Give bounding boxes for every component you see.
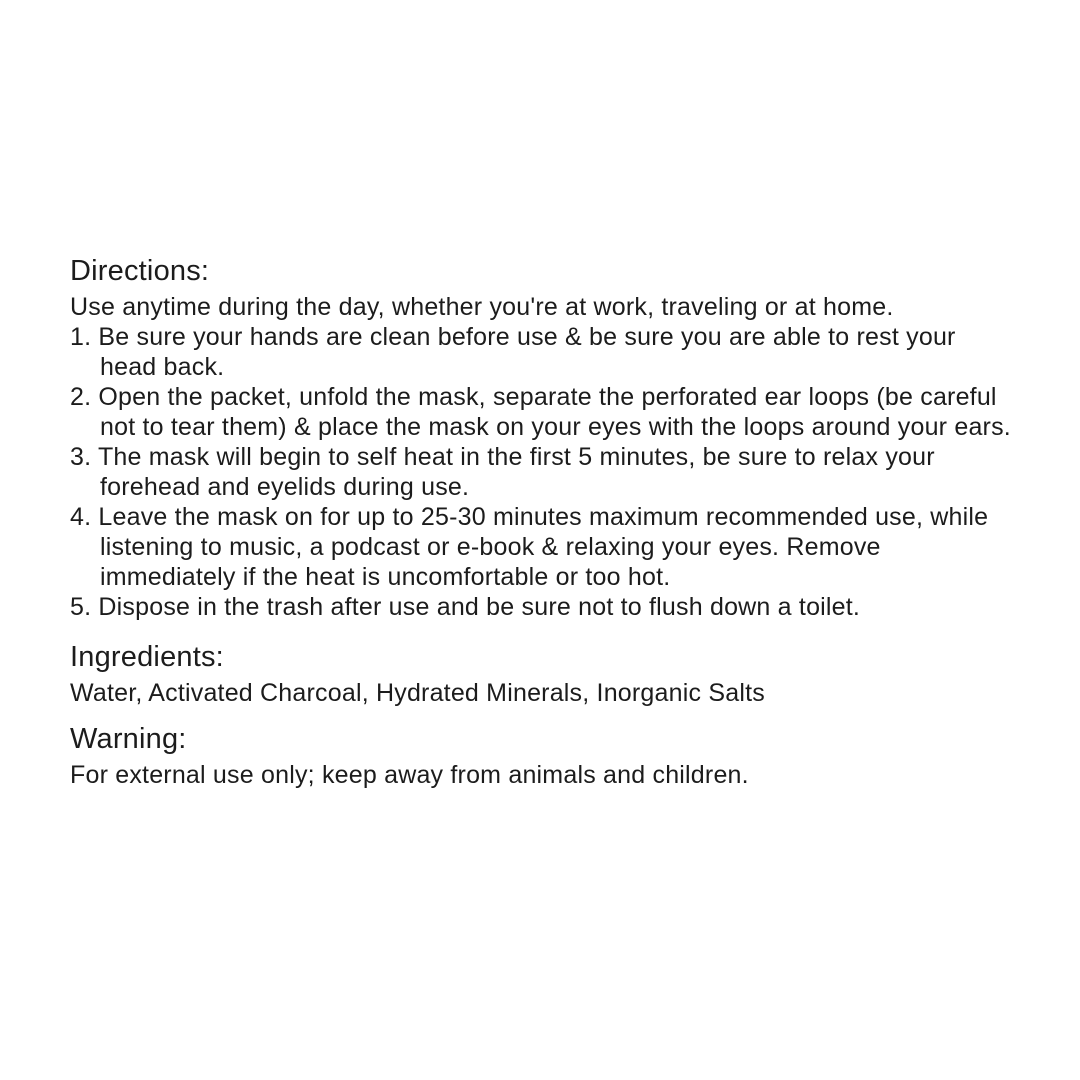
warning-heading: Warning: [70,723,187,755]
warning-body: For external use only; keep away from animals and children. [70,761,749,789]
warning-section [70,720,1015,790]
directions-step-2: Open the packet, unfold the mask, separate the perforated ear loops (be careful not to tear them) & place the mask on your eyes with the loops around your ears. [98,383,1011,441]
directions-step-5: Dispose in the trash after use and be sure not to flush down a toilet. [98,593,861,621]
directions-heading: Directions: [70,255,210,287]
product-label [70,252,1015,790]
directions-intro: Use anytime during the day, whether you're at work, traveling or at home. [70,293,894,321]
ingredients-body: Water, Activated Charcoal, Hydrated Minerals, Inorganic Salts [70,679,765,707]
directions-step-1: Be sure your hands are clean before use & be sure you are able to rest your head back. [98,323,956,381]
ingredients-heading: Ingredients: [70,641,224,673]
directions-section [70,252,1015,622]
ingredients-section [70,638,1015,708]
directions-list [70,322,1015,622]
directions-step-3: The mask will begin to self heat in the first 5 minutes, be sure to relax your forehead and eyelids during use. [97,443,935,501]
directions-step-4: Leave the mask on for up to 25-30 minutes maximum recommended use, while listening to music, a podcast or e-book & relaxing your eyes. Remove immediately if the heat is uncomfortable or too hot. [98,503,989,591]
